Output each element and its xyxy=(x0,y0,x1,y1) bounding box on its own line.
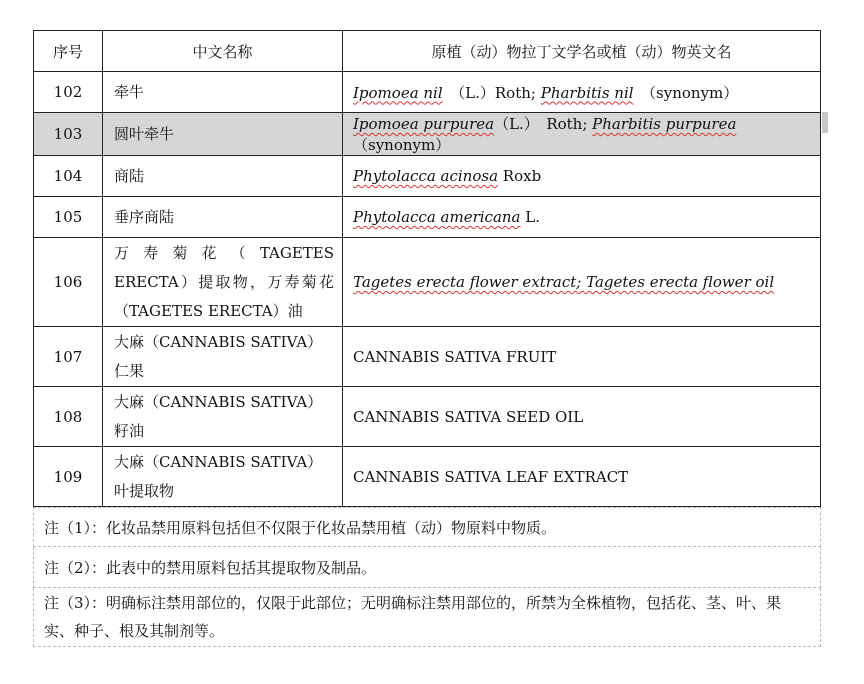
name-text: Roxb xyxy=(498,167,542,185)
row-chinese-name: 牵牛 xyxy=(103,72,343,113)
row-chinese-name: 圆叶牵牛 xyxy=(103,113,343,156)
name-text: （synonym） xyxy=(633,83,739,102)
table-row xyxy=(34,327,821,387)
latin-name-italic: Pharbitis purpurea xyxy=(592,115,737,133)
row-latin-name xyxy=(343,197,821,238)
row-chinese-name: 垂序商陆 xyxy=(103,197,343,238)
row-latin-name xyxy=(343,447,821,507)
table-row xyxy=(34,72,821,113)
row-chinese-name: 大麻（CANNABIS SATIVA）籽油 xyxy=(103,387,343,447)
latin-name-italic: Pharbitis nil xyxy=(540,83,634,102)
table-row xyxy=(34,156,821,197)
row-latin-name xyxy=(343,238,821,327)
name-text: L. xyxy=(520,208,540,226)
row-number: 108 xyxy=(34,387,103,447)
header-number: 序号 xyxy=(34,31,103,72)
name-text: （L.） Roth; xyxy=(494,115,593,133)
name-text: （synonym） xyxy=(353,115,752,154)
name-text: （L.）Roth; xyxy=(442,83,541,102)
latin-name-italic: Ipomoea purpurea xyxy=(353,115,495,133)
row-number: 102 xyxy=(34,72,103,113)
note-row xyxy=(34,508,821,547)
note-1: 注（1）：化妆品禁用原料包括但不仅限于化妆品禁用植（动）物原料中物质。 xyxy=(34,508,821,547)
row-chinese-name: 大麻（CANNABIS SATIVA）仁果 xyxy=(103,327,343,387)
table-row xyxy=(34,447,821,507)
row-latin-name xyxy=(343,156,821,197)
row-selection-marker xyxy=(822,112,828,133)
row-chinese-name: 商陆 xyxy=(103,156,343,197)
latin-name-italic: Phytolacca acinosa xyxy=(353,167,499,185)
table-row xyxy=(34,197,821,238)
row-latin-name xyxy=(343,387,821,447)
row-chinese-name: 大麻（CANNABIS SATIVA）叶提取物 xyxy=(103,447,343,507)
header-latin-name: 原植（动）物拉丁文学名或植（动）物英文名 xyxy=(343,31,821,72)
row-number: 105 xyxy=(34,197,103,238)
row-chinese-name: 万寿菊花（TAGETES ERECTA）提取物，万寿菊花（TAGETES ERECTA）油 xyxy=(103,238,343,327)
ingredients-table xyxy=(33,30,821,507)
name-text: CANNABIS SATIVA LEAF EXTRACT xyxy=(353,467,629,486)
header-chinese-name: 中文名称 xyxy=(103,31,343,72)
table-header-row xyxy=(34,31,821,72)
row-number: 107 xyxy=(34,327,103,387)
row-latin-name xyxy=(343,72,821,113)
name-text: CANNABIS SATIVA SEED OIL xyxy=(353,407,584,426)
latin-name-italic: Ipomoea nil xyxy=(353,83,443,102)
row-number: 104 xyxy=(34,156,103,197)
row-number: 106 xyxy=(34,238,103,327)
name-text: CANNABIS SATIVA FRUIT xyxy=(353,347,557,366)
note-row xyxy=(34,547,821,588)
table-row-highlighted xyxy=(34,113,821,156)
row-latin-name xyxy=(343,327,821,387)
table-row xyxy=(34,238,821,327)
note-2: 注（2）：此表中的禁用原料包括其提取物及制品。 xyxy=(34,547,821,588)
latin-name-italic: Phytolacca americana xyxy=(353,208,521,226)
notes-table xyxy=(33,507,821,647)
latin-name-italic: Tagetes erecta flower extract; Tagetes erecta flower oil xyxy=(353,273,775,291)
row-number: 103 xyxy=(34,113,103,156)
note-3: 注（3）：明确标注禁用部位的，仅限于此部位；无明确标注禁用部位的，所禁为全株植物，包括花、茎、叶、果实、种子、根及其制剂等。 xyxy=(34,588,821,647)
table-row xyxy=(34,387,821,447)
note-row xyxy=(34,588,821,647)
row-latin-name xyxy=(343,113,821,156)
row-number: 109 xyxy=(34,447,103,507)
